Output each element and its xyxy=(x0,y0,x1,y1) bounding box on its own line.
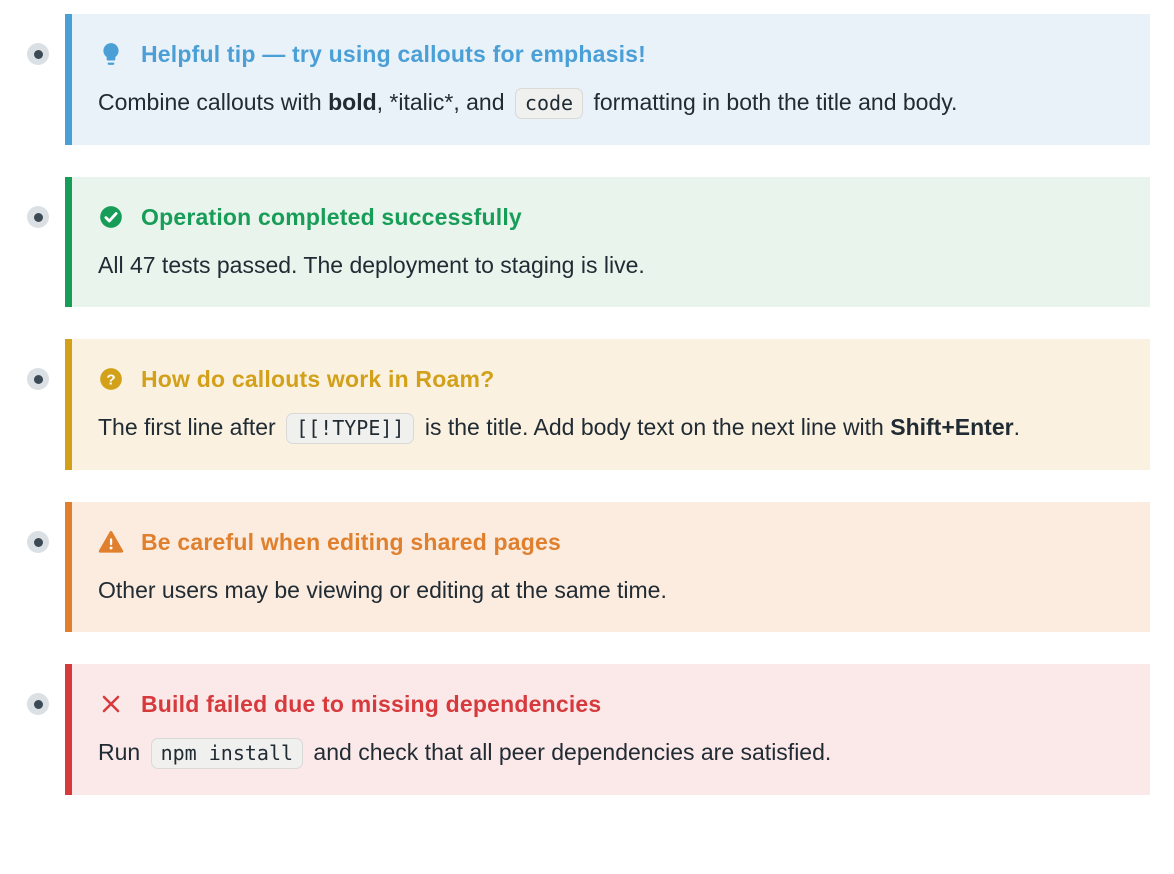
lightbulb-icon xyxy=(98,41,124,67)
bullet-dot-icon xyxy=(34,700,43,709)
block-gutter xyxy=(0,664,65,715)
callout-title-row xyxy=(98,32,1122,76)
body-segment-text: Other users may be viewing or editing at the same time. xyxy=(98,577,667,603)
callout-title: Operation completed successfully xyxy=(141,204,522,230)
callout-body xyxy=(98,80,1122,125)
block-row xyxy=(0,502,1150,632)
block-gutter xyxy=(0,177,65,228)
callout-title-row xyxy=(98,357,1122,401)
block-row xyxy=(0,339,1150,470)
callout-title: How do callouts work in Roam? xyxy=(141,366,495,392)
body-segment-bold: bold xyxy=(328,89,377,115)
callout-title-row xyxy=(98,195,1122,239)
body-segment-bold: Shift+Enter xyxy=(890,414,1014,440)
callout-tip[interactable] xyxy=(65,14,1150,145)
block-bullet[interactable] xyxy=(27,206,49,228)
callout-success[interactable] xyxy=(65,177,1150,307)
bullet-dot-icon xyxy=(34,538,43,547)
body-segment-code: npm install xyxy=(151,738,303,769)
block-gutter xyxy=(0,339,65,390)
callout-question[interactable] xyxy=(65,339,1150,470)
body-segment-text: Combine callouts with xyxy=(98,89,329,115)
body-segment-code: [[!TYPE]] xyxy=(286,413,414,444)
svg-text:?: ? xyxy=(106,371,116,389)
body-segment-text: and check that all peer dependencies are satisfied. xyxy=(307,739,832,765)
body-segment-text: , *italic*, and xyxy=(376,89,511,115)
block-bullet[interactable] xyxy=(27,531,49,553)
question-circle-icon xyxy=(98,366,124,392)
body-segment-text: . xyxy=(1013,414,1020,440)
body-segment-text: is the title. Add body text on the next line with xyxy=(418,414,891,440)
bullet-dot-icon xyxy=(34,375,43,384)
bullet-dot-icon xyxy=(34,50,43,59)
callout-title: Build failed due to missing dependencies xyxy=(141,691,602,717)
block-bullet[interactable] xyxy=(27,368,49,390)
callout-body xyxy=(98,243,1122,287)
check-circle-icon xyxy=(98,204,124,230)
block-bullet[interactable] xyxy=(27,43,49,65)
block-row xyxy=(0,14,1150,145)
callout-title-row xyxy=(98,682,1122,726)
block-bullet[interactable] xyxy=(27,693,49,715)
x-icon xyxy=(98,691,124,717)
block-row xyxy=(0,177,1150,307)
block-row xyxy=(0,664,1150,795)
callout-body xyxy=(98,405,1122,450)
block-gutter xyxy=(0,14,65,65)
callout-body xyxy=(98,730,1122,775)
callout-list xyxy=(0,14,1150,795)
callout-title: Helpful tip — try using callouts for emphasis! xyxy=(141,41,647,67)
body-segment-text: formatting in both the title and body. xyxy=(587,89,958,115)
block-gutter xyxy=(0,502,65,553)
body-segment-code: code xyxy=(515,88,583,119)
warning-triangle-icon xyxy=(98,529,124,555)
callout-body xyxy=(98,568,1122,612)
callout-error[interactable] xyxy=(65,664,1150,795)
body-segment-text: All 47 tests passed. The deployment to staging is live. xyxy=(98,252,645,278)
body-segment-text: The first line after xyxy=(98,414,283,440)
body-segment-text: Run xyxy=(98,739,147,765)
bullet-dot-icon xyxy=(34,213,43,222)
callout-warning[interactable] xyxy=(65,502,1150,632)
callout-title-row xyxy=(98,520,1122,564)
callout-title: Be careful when editing shared pages xyxy=(141,529,562,555)
